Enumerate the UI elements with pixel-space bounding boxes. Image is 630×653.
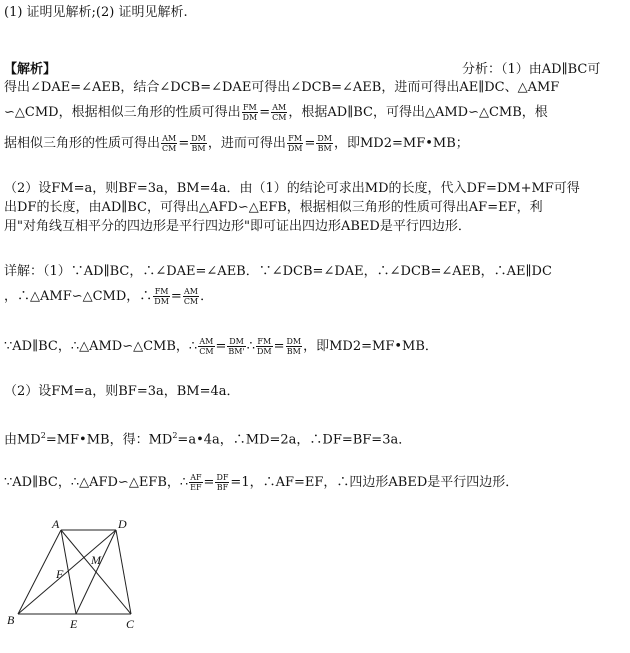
segment-ab (18, 530, 61, 614)
label-c: C (126, 617, 135, 631)
detail-line-5: ∵AD∥BC，∴△AFD∽△EFB，∴ $\frac{AF}{EF}$ = $\frac{DF}{BF}$ =1，∴AF=EF，∴四边形ABED是平行四边形． (4, 473, 519, 492)
detail-text: ，即MD2=MF•MB． (303, 339, 438, 354)
numerator: FM (288, 134, 303, 143)
denominator: DM (256, 347, 272, 356)
numerator: DM (191, 134, 206, 143)
segment-ac (61, 530, 131, 614)
fraction-am-cm (161, 134, 177, 153)
numerator: AM (162, 134, 177, 143)
fraction-af-ef (189, 473, 202, 492)
numerator: AM (183, 287, 198, 296)
denominator: CM (199, 347, 214, 356)
detail-text: =1，∴AF=EF，∴四边形ABED是平行四边形． (230, 475, 519, 490)
fraction-dm-bm (316, 134, 333, 153)
analysis-header: 【解析】 (4, 62, 57, 77)
numerator: FM (257, 337, 272, 346)
detail-line-2: ∵AD∥BC，∴△AMD∽△CMB，∴ $\frac{AM}{CM}$ = $\frac{DM}{BM'}$ ∴ $\frac{FM}{DM}$ = $\frac{DM}{BM}$ ，即MD2=MF•MB． (4, 337, 438, 356)
denominator: BM (286, 347, 301, 356)
numerator: AM (199, 337, 214, 346)
label-f: F (56, 567, 64, 581)
fraction-fm-dm (242, 103, 259, 122)
label-a: A (52, 517, 60, 531)
answer-line: (1) 证明见解析;(2) 证明见解析. (4, 5, 188, 20)
numerator: DM (286, 337, 302, 346)
fraction-am-cm (183, 287, 199, 306)
analysis-text: ，即MD2=MF•MB； (333, 136, 469, 151)
fraction-df-bf (215, 473, 229, 492)
denominator: DM (154, 297, 169, 306)
numerator: DF (216, 473, 229, 482)
denominator: BM (317, 144, 332, 153)
analysis-line-3: 据相似三角形的性质可得出 $\frac{AM}{CM}$ = $\frac{DM}{BM}$ ，进而可得出 $\frac{FM}{DM}$ = $\frac{DM}{BM}$ ，即MD2=MF•MB； (4, 134, 469, 153)
label-e: E (70, 617, 78, 631)
analysis-text: 据相似三角形的性质可得出 (4, 136, 161, 151)
detail-line-1b: ，∴△AMF∽△CMD，∴ $\frac{FM}{DM}$ = $\frac{AM}{CM}$ ． (4, 287, 214, 306)
numerator: AF (190, 473, 202, 482)
denominator: CM (183, 297, 199, 306)
numerator: FM (154, 287, 169, 296)
analysis-line-1: 得出∠DAE=∠AEB，结合∠DCB=∠DAE可得出∠DCB=∠AEB，进而可得出AE∥DC、△AMF (4, 80, 560, 95)
detail-text: 由MD (4, 432, 41, 448)
fraction-fm-dm (256, 337, 273, 356)
label-b: B (7, 613, 15, 627)
label-m: M (91, 553, 101, 567)
label-d: D (118, 517, 127, 531)
analysis-text: ∽△CMD，根据相似三角形的性质可得出 (4, 105, 241, 120)
detail-text: =MF•MB，得：MD (45, 432, 173, 448)
fraction-dm-bm (286, 337, 303, 356)
geometry-diagram (4, 516, 154, 634)
detail-text: =a•4a，∴MD=2a，∴DF=BF=3a． (177, 432, 412, 448)
analysis-text: ，进而可得出 (207, 136, 286, 151)
detail-text: ，∴△AMF∽△CMD，∴ (4, 289, 153, 304)
detail-line-1: 详解：（1）∵AD∥BC，∴∠DAE=∠AEB．∵∠DCB=∠DAE，∴∠DCB=∠AEB，∴AE∥DC (4, 264, 552, 279)
analysis-part2-line-3: 用"对角线互相平分的四边形是平行四边形"即可证出四边形ABED是平行四边形． (4, 219, 471, 234)
denominator: BF (216, 483, 229, 492)
denominator: BM (191, 144, 206, 153)
analysis-part2-line-1: （2）设FM=a，则BF=3a，BM=4a．由（1）的结论可求出MD的长度，代入DF=DM+MF可得 (4, 181, 580, 196)
numerator: DM (229, 337, 244, 346)
analysis-line-2: ∽△CMD，根据相似三角形的性质可得出 $\frac{FM}{DM}$ = $\frac{AM}{CM}$ ，根据AD∥BC，可得出△AMD∽△CMB，根 (4, 103, 548, 122)
denominator: CM (162, 144, 177, 153)
denominator: EF (190, 483, 202, 492)
numerator: FM (243, 103, 257, 112)
fraction-dm-bm (190, 134, 207, 153)
fraction-dm-bmp (227, 337, 245, 356)
fraction-fm-dm (153, 287, 170, 306)
detail-text: ∵AD∥BC，∴△AMD∽△CMB，∴ (4, 339, 198, 354)
analysis-part2-line-2: 出DF的长度，由AD∥BC，可得出△AFD∽△EFB，根据相似三角形的性质可得出AF=EF，利 (4, 200, 543, 215)
detail-text: ∵AD∥BC，∴△AFD∽△EFB，∴ (4, 475, 189, 490)
numerator: DM (317, 134, 332, 143)
denominator: CM (272, 113, 287, 122)
fraction-am-cm (271, 103, 287, 122)
diagram-lines (18, 530, 131, 614)
denominator: DM (242, 113, 258, 122)
fraction-am-cm (198, 337, 214, 356)
denominator: BM' (228, 347, 245, 356)
segment-bd (18, 530, 116, 614)
analysis-text: ，根据AD∥BC，可得出△AMD∽△CMB，根 (288, 105, 548, 120)
fraction-fm-dm (287, 134, 304, 153)
segment-dc (116, 530, 131, 614)
numerator: AM (272, 103, 287, 112)
denominator: DM (287, 144, 303, 153)
analysis-intro: 分析：（1）由AD∥BC可 (462, 62, 601, 77)
detail-line-3: （2）设FM=a，则BF=3a，BM=4a． (4, 384, 240, 399)
detail-line-4: 由$MD^2=MF•MB$，得：$MD^2=a•4a$，∴MD=2a，∴DF=BF=3a． (4, 431, 412, 448)
